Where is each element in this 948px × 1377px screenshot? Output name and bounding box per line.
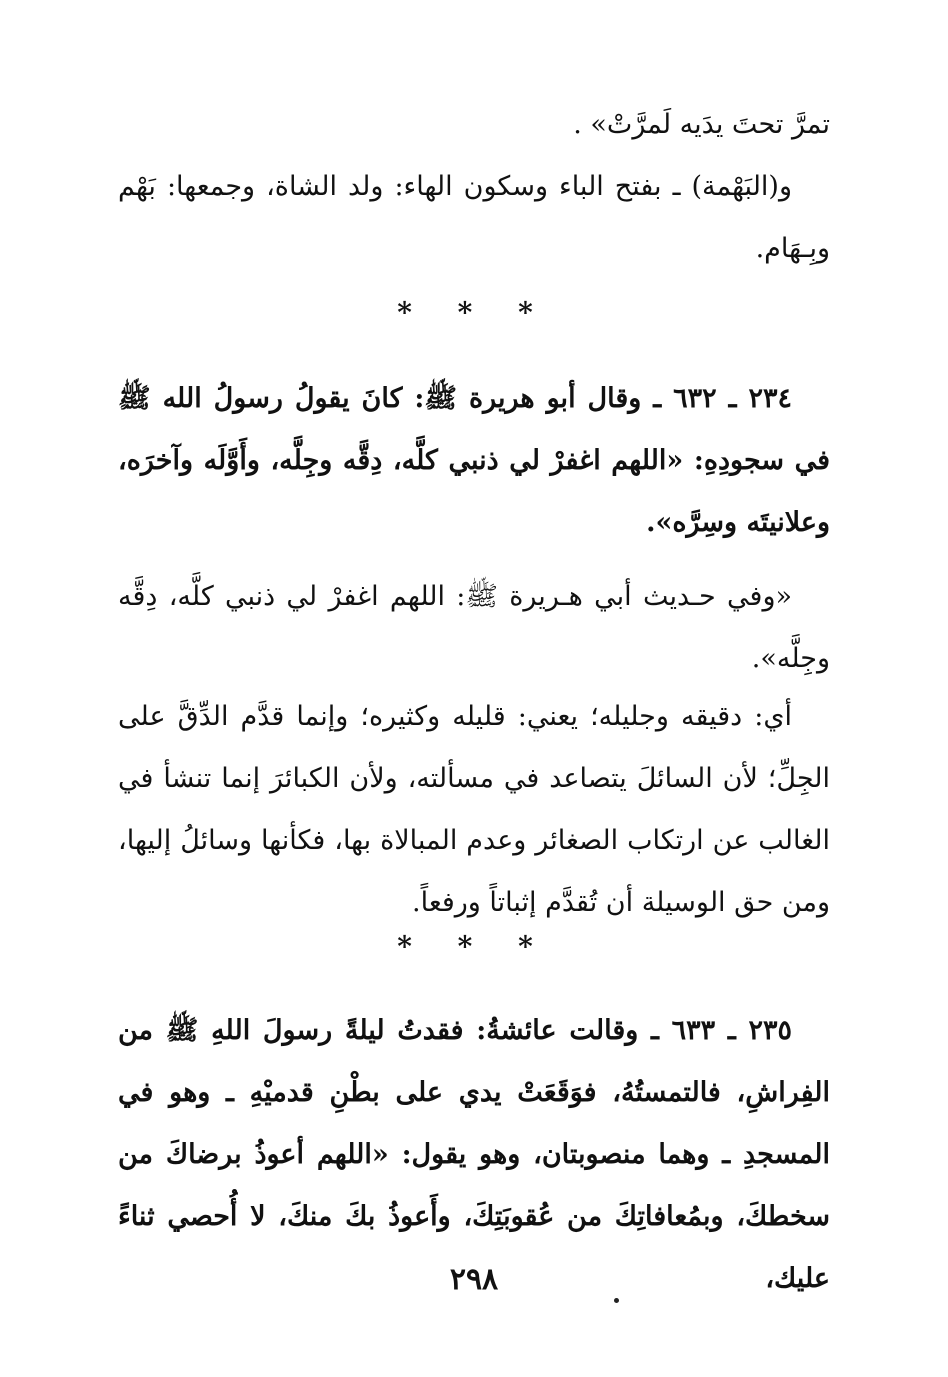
section-divider-1: * * *	[397, 296, 551, 329]
hadith-234: ٢٣٤ ـ ٦٣٢ ـ وقال أبو هريرة ﷺ: كانَ يقولُ رسولُ الله ﷺ في سجودِهِ: «اللهم اغفرْ لي ذنبي كلَّه، دِقَّه وجِلَّه، وأَوَّلَه وآخرَه، وعلانيتَه وسِرَّه».	[118, 383, 830, 538]
paragraph-abu-hurayra-narration: «وفي حـديث أبي هـريرة ﷺ: اللهم اغفرْ لي ذنبي كلَّه، دِقَّه وجِلَّه».	[118, 581, 830, 674]
paragraph-continuation: تمرَّ تحتَ يدَيه لَمرَّتْ» .	[573, 109, 830, 140]
page-number: ٢٩٨	[449, 1262, 499, 1297]
hadith-235: ٢٣٥ ـ ٦٣٣ ـ وقالت عائشةُ: فقدتُ ليلةً رسولَ اللهِ ﷺ من الفِراشِ، فالتمستُهُ، فوَقَعَتْ يدي على بطْنِ قدميْهِ ـ وهو في المسجدِ ـ وهما منصوبتان، وهو يقول: «اللهم أعوذُ برضاكَ من سخطكَ، وبمُعافاتِكَ من عُقوبَتِكَ، وأَعوذُ بكَ منكَ، لا أُحصي ثناءً عليك،	[118, 1015, 830, 1294]
paragraph-commentary: أي: دقيقه وجليله؛ يعني: قليله وكثيره؛ وإنما قدَّم الدِّقَّ على الجِلِّ؛ لأن السائلَ يتصاعد في مسألته، ولأن الكبائرَ إنما تنشأ في الغالب عن ارتكاب الصغائر وعدم المبالاة بها، فكأنها وسائلُ إليها، ومن حق الوسيلة أن تُقدَّم إثباتاً ورفعاً.	[118, 701, 830, 918]
stray-dot-mark	[614, 1298, 619, 1303]
section-divider-2: * * *	[397, 930, 551, 963]
paragraph-definition-bahma: و(البَهْمة) ـ بفتح الباء وسكون الهاء: ولد الشاة، وجمعها: بَهْم وبِـهَام.	[118, 171, 830, 264]
